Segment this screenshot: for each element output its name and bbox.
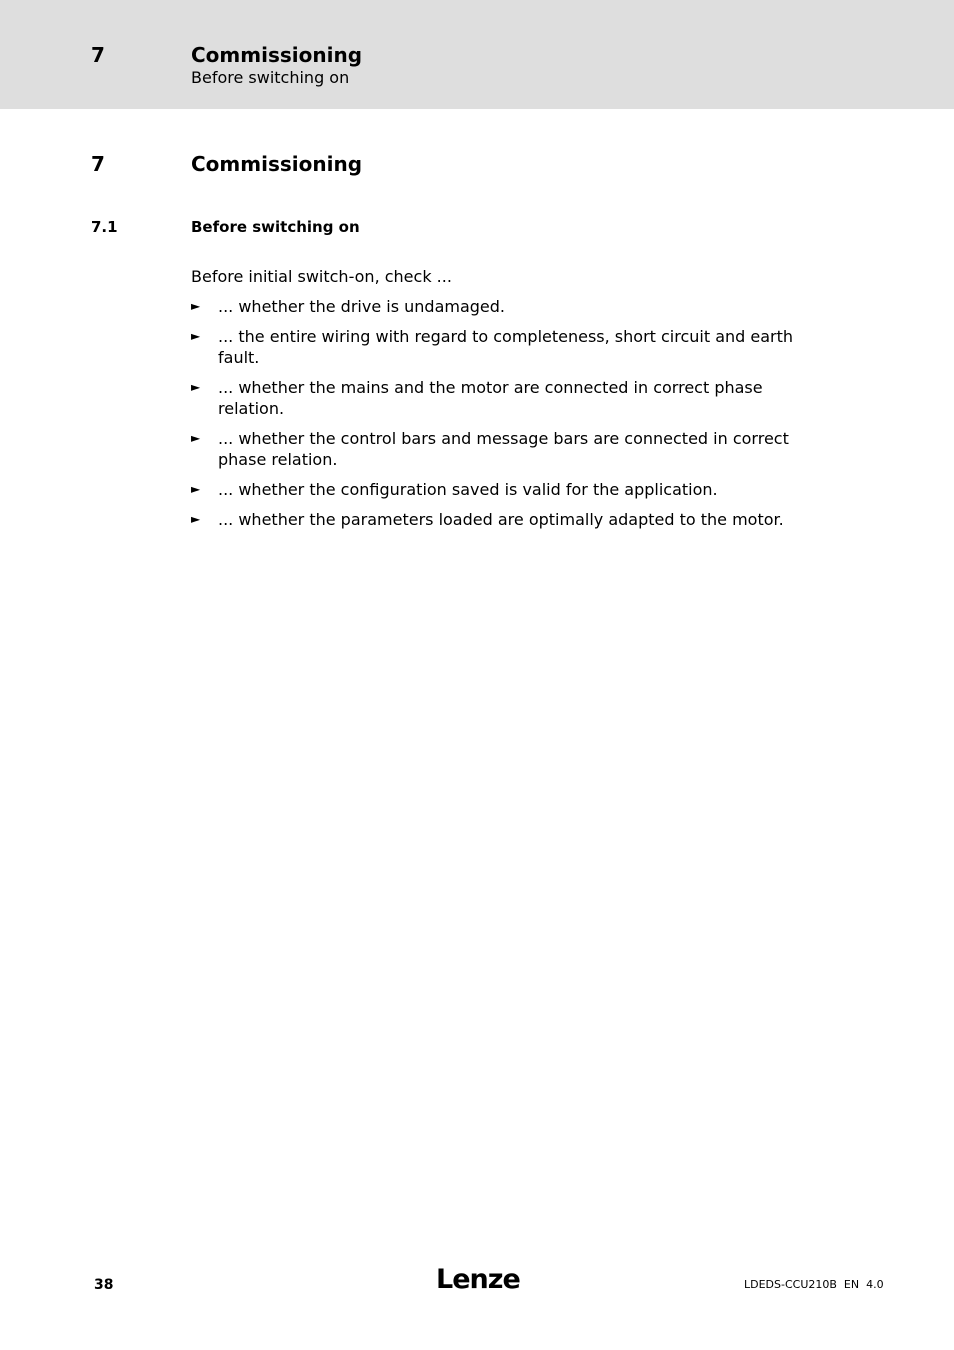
list-item: [191, 377, 831, 419]
document-id: LDEDS-CCU210B EN 4.0: [744, 1278, 884, 1291]
list-item-text: ... whether the configuration saved is valid for the application.: [218, 480, 718, 499]
chapter-heading-number: 7: [91, 152, 105, 176]
list-item-text: ... whether the mains and the motor are connected in correct phase relation.: [218, 378, 763, 418]
list-item-text: ... the entire wiring with regard to completeness, short circuit and earth fault.: [218, 327, 794, 367]
bullet-arrow-icon: ►: [191, 329, 201, 343]
bullet-arrow-icon: ►: [191, 299, 201, 313]
header-chapter-title: Commissioning: [191, 43, 363, 67]
list-item-text: ... whether the control bars and message bars are connected in correct phase relation.: [218, 429, 789, 469]
bullet-arrow-icon: ►: [191, 431, 201, 445]
list-item: [191, 479, 831, 500]
page-number: 38: [94, 1277, 114, 1293]
bullet-arrow-icon: ►: [191, 512, 201, 526]
lenze-logo: Lenze: [436, 1264, 520, 1295]
checklist: [191, 296, 831, 539]
bullet-arrow-icon: ►: [191, 482, 201, 496]
header-chapter-number: 7: [91, 43, 105, 67]
bullet-arrow-icon: ►: [191, 380, 201, 394]
list-item: [191, 428, 831, 470]
list-item-text: ... whether the drive is undamaged.: [218, 297, 505, 316]
section-heading-title: Before switching on: [191, 218, 360, 236]
intro-paragraph: Before initial switch-on, check ...: [191, 267, 452, 286]
header-section-title: Before switching on: [191, 68, 350, 87]
list-item: [191, 326, 831, 368]
list-item: [191, 296, 831, 317]
running-header: [0, 0, 954, 109]
list-item: [191, 509, 831, 530]
chapter-heading-title: Commissioning: [191, 152, 363, 176]
list-item-text: ... whether the parameters loaded are optimally adapted to the motor.: [218, 510, 784, 529]
section-heading-number: 7.1: [91, 218, 118, 236]
